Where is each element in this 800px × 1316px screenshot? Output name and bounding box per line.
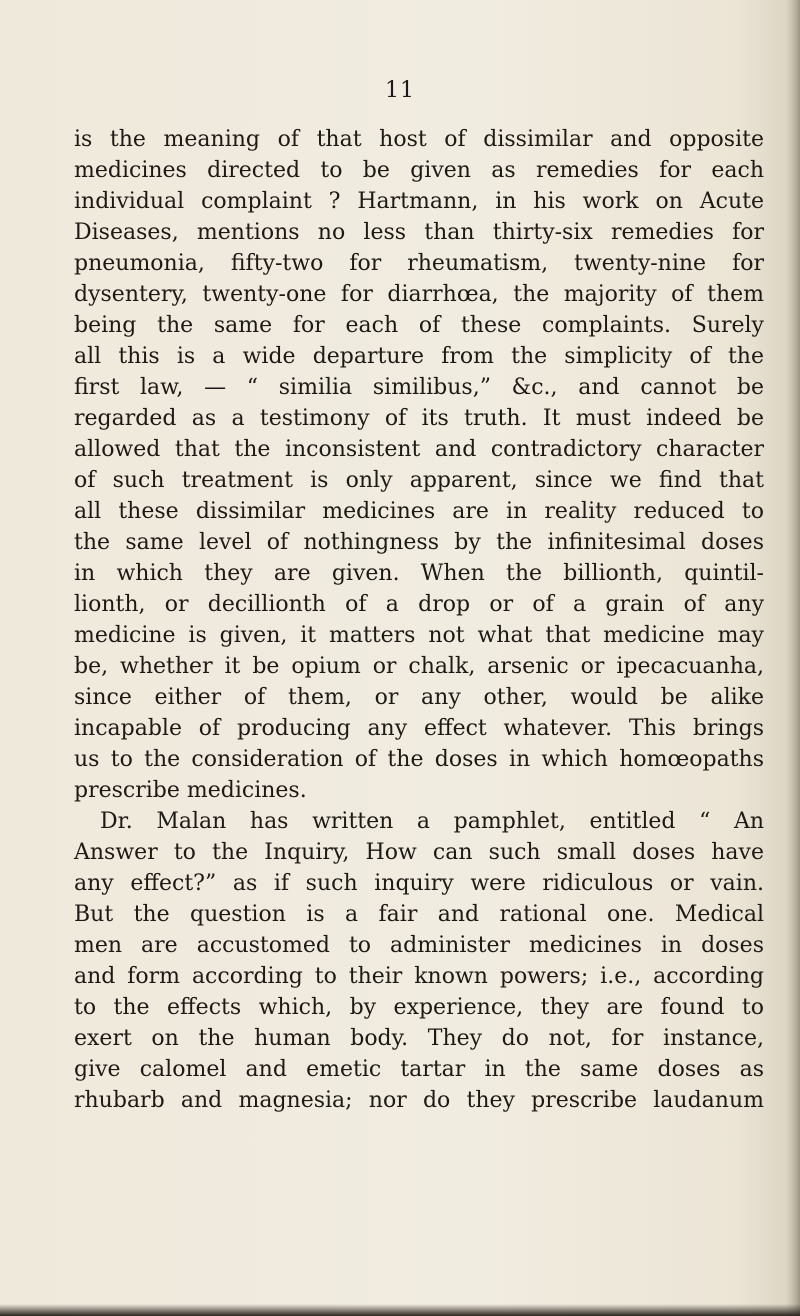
text-line: allowed that the inconsistent and contradictory character xyxy=(74,437,764,462)
paragraph-end-line: prescribe medicines. xyxy=(74,778,307,803)
text-line: give calomel and emetic tartar in the same doses as xyxy=(74,1057,764,1082)
text-line: Diseases, mentions no less than thirty-six remedies for xyxy=(74,220,764,245)
text-line: us to the consideration of the doses in which homœopaths xyxy=(74,747,764,772)
text-line: being the same for each of these complaints. Surely xyxy=(74,313,764,338)
text-line: of such treatment is only apparent, since we find that xyxy=(74,468,764,493)
text-line: the same level of nothingness by the infinitesimal doses xyxy=(74,530,764,555)
text-line: men are accustomed to administer medicines in doses xyxy=(74,933,764,958)
page-edge-shadow xyxy=(786,0,800,1316)
text-line: medicines directed to be given as remedies for each xyxy=(74,158,764,183)
text-line: rhubarb and magnesia; nor do they prescribe laudanum xyxy=(74,1088,764,1113)
text-line: all these dissimilar medicines are in reality reduced to xyxy=(74,499,764,524)
body-text xyxy=(74,124,764,1116)
paragraph-start-line: Dr. Malan has written a pamphlet, entitled “ An xyxy=(100,809,764,834)
text-line: since either of them, or any other, would be alike xyxy=(74,685,764,710)
text-line: incapable of producing any effect whatever. This brings xyxy=(74,716,764,741)
text-line: first law, — “ similia similibus,” &c., and cannot be xyxy=(74,375,764,400)
text-line: dysentery, twenty-one for diarrhœa, the majority of them xyxy=(74,282,764,307)
text-line: individual complaint ? Hartmann, in his work on Acute xyxy=(74,189,764,214)
text-line: pneumonia, fifty-two for rheumatism, twenty-nine for xyxy=(74,251,764,276)
text-line: any effect?” as if such inquiry were ridiculous or vain. xyxy=(74,871,764,896)
text-line: regarded as a testimony of its truth. It must indeed be xyxy=(74,406,764,431)
text-line: lionth, or decillionth of a drop or of a grain of any xyxy=(74,592,764,617)
page-number: 11 xyxy=(385,78,415,103)
text-line: and form according to their known powers; i.e., according xyxy=(74,964,764,989)
text-line: is the meaning of that host of dissimilar and opposite xyxy=(74,127,764,152)
text-line: But the question is a fair and rational one. Medical xyxy=(74,902,764,927)
page-bottom-edge xyxy=(0,1304,800,1316)
text-line: Answer to the Inquiry, How can such small doses have xyxy=(74,840,764,865)
text-line: in which they are given. When the billionth, quintil- xyxy=(74,561,764,586)
text-line: medicine is given, it matters not what that medicine may xyxy=(74,623,764,648)
text-line: all this is a wide departure from the simplicity of the xyxy=(74,344,764,369)
text-line: be, whether it be opium or chalk, arsenic or ipecacuanha, xyxy=(74,654,764,679)
text-line: exert on the human body. They do not, for instance, xyxy=(74,1026,764,1051)
text-line: to the effects which, by experience, they are found to xyxy=(74,995,764,1020)
